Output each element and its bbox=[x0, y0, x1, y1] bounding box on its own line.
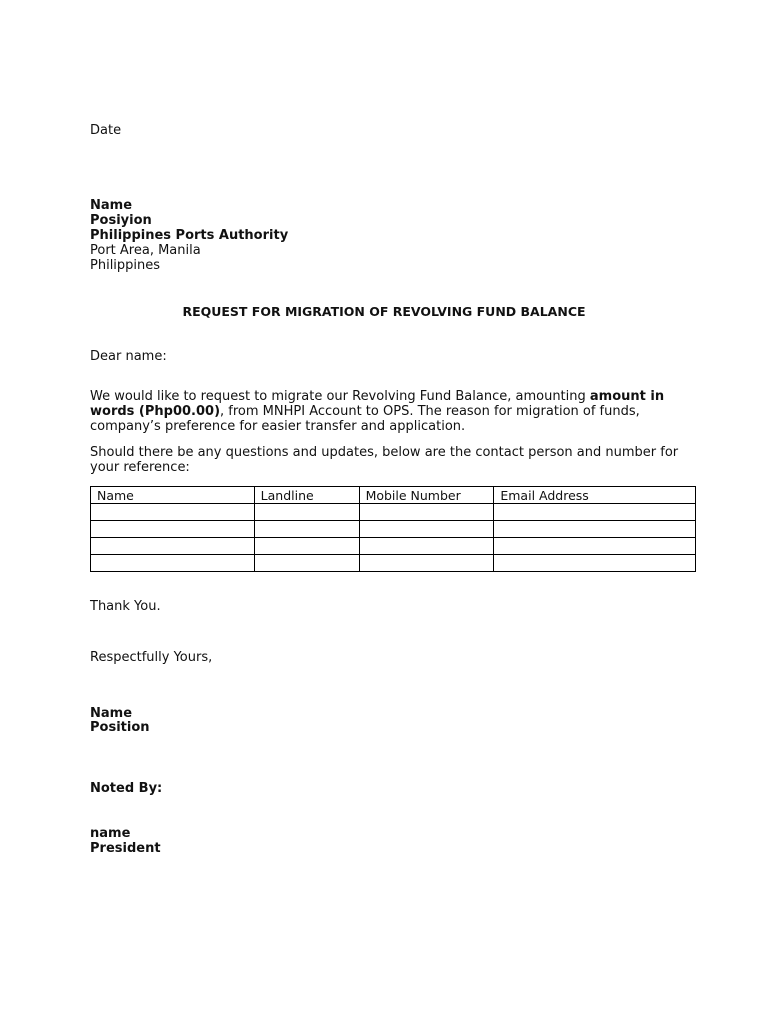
body-paragraph-1-text-b: , from MNHPI Account to OPS. The reason for migration of funds, company’s preference for easier transfer and application. bbox=[90, 404, 640, 434]
recipient-position: Posiyion bbox=[90, 213, 152, 228]
noted-by-label: Noted By: bbox=[90, 781, 163, 796]
closing: Respectfully Yours, bbox=[90, 650, 213, 665]
table-row bbox=[91, 538, 696, 555]
table-cell bbox=[91, 538, 255, 555]
noted-by-name: name bbox=[90, 826, 131, 841]
table-cell bbox=[359, 521, 494, 538]
recipient-address-line1: Port Area, Manila bbox=[90, 243, 201, 258]
salutation: Dear name: bbox=[90, 349, 167, 364]
recipient-name: Name bbox=[90, 198, 133, 213]
header-name: Name bbox=[91, 487, 255, 504]
table-row bbox=[91, 555, 696, 572]
signatory-position: Position bbox=[90, 720, 150, 735]
header-email-address: Email Address bbox=[494, 487, 696, 504]
table-cell bbox=[254, 504, 359, 521]
table-row bbox=[91, 504, 696, 521]
contact-table bbox=[90, 486, 696, 572]
table-cell bbox=[254, 555, 359, 572]
letter-subject: REQUEST FOR MIGRATION OF REVOLVING FUND BALANCE bbox=[182, 304, 586, 319]
contact-table-header-row bbox=[91, 487, 696, 504]
table-row bbox=[91, 521, 696, 538]
table-cell bbox=[254, 538, 359, 555]
recipient-address-line2: Philippines bbox=[90, 258, 161, 273]
table-cell bbox=[494, 521, 696, 538]
noted-by-position: President bbox=[90, 841, 161, 856]
signatory-name: Name bbox=[90, 706, 133, 721]
table-cell bbox=[359, 555, 494, 572]
recipient-organization: Philippines Ports Authority bbox=[90, 228, 289, 243]
table-cell bbox=[91, 521, 255, 538]
body-paragraph-1-text-a: We would like to request to migrate our Revolving Fund Balance, amounting bbox=[90, 389, 590, 404]
table-cell bbox=[91, 504, 255, 521]
table-cell bbox=[91, 555, 255, 572]
body-paragraph-2: Should there be any questions and updates, below are the contact person and number for your reference: bbox=[90, 445, 679, 475]
header-mobile-number: Mobile Number bbox=[359, 487, 494, 504]
amount-in-words: amount in words (Php00.00) bbox=[90, 389, 665, 419]
table-cell bbox=[359, 504, 494, 521]
header-landline: Landline bbox=[254, 487, 359, 504]
date-line: Date bbox=[90, 123, 122, 138]
body-paragraph-1 bbox=[90, 389, 690, 434]
table-cell bbox=[494, 504, 696, 521]
table-cell bbox=[254, 521, 359, 538]
table-cell bbox=[359, 538, 494, 555]
table-cell bbox=[494, 555, 696, 572]
table-cell bbox=[494, 538, 696, 555]
closing-thanks: Thank You. bbox=[90, 599, 161, 614]
